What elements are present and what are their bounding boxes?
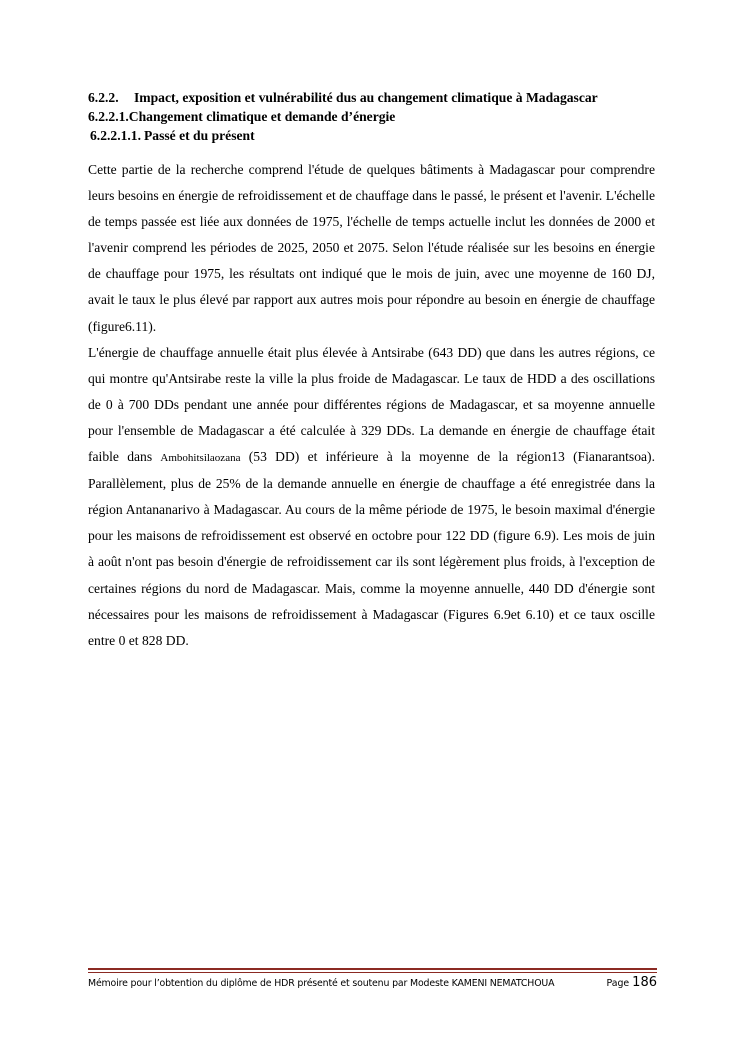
- paragraph-1: Cette partie de la recherche comprend l'étude de quelques bâtiments à Madagascar pour comprendre leurs besoins en énergie de refroidissement et de chauffage dans le passé, le présent et l'avenir. L'échelle de temps passée est liée aux données de 1975, l'échelle de temps actuelle inclut les données de 2000 et l'avenir comprend les périodes de 2025, 2050 et 2075. Selon l'étude réalisée sur les besoins en énergie de chauffage pour 1975, les résultats ont indiqué que le mois de juin, avec une moyenne de 160 DJ, avait le taux le plus élevé par rapport aux autres mois pour répondre au besoin en énergie de chauffage (figure6.11).: [88, 162, 655, 334]
- section-heading-6-2-2: [88, 89, 598, 107]
- paragraph-2: [88, 340, 655, 654]
- page-footer: [88, 975, 657, 990]
- page-number: 186: [632, 975, 657, 990]
- section-heading-6-2-2-1: [88, 108, 395, 126]
- section-title: Changement climatique et demande d’énergie: [128, 109, 396, 124]
- section-number: 6.2.2.: [88, 90, 119, 105]
- page-number-block: [606, 975, 657, 990]
- footer-rule-thin: [88, 972, 657, 973]
- section-number: 6.2.2.1.1.: [90, 128, 141, 143]
- footer-text: Mémoire pour l’obtention du diplôme de HDR présenté et soutenu par Modeste KAMENI NEMATCHOUA: [88, 978, 555, 989]
- footer-rule-thick: [88, 968, 657, 970]
- place-name-small: Ambohitsilaozana: [160, 452, 241, 465]
- section-title: Impact, exposition et vulnérabilité dus au changement climatique à Madagascar: [134, 90, 598, 105]
- section-heading-6-2-2-1-1: [90, 127, 255, 145]
- section-title: Passé et du présent: [143, 128, 255, 143]
- page-label: Page: [606, 978, 630, 989]
- paragraph-2-part-b: (53 DD) et inférieure à la moyenne de la région13 (Fianarantsoa). Parallèlement, plus de 25% de la demande annuelle en énergie de chauffage a été enregistrée dans la région Antananarivo à Madagascar. Au cours de la même période de 1975, le besoin maximal d'énergie pour les maisons de refroidissement est observé en octobre pour 122 DD (figure 6.9). Les mois de juin à août n'ont pas besoin d'énergie de refroidissement car ils sont légèrement plus froids, à l'exception de certaines régions du nord de Madagascar. Mais, comme la moyenne annuelle, 440 DD d'énergie sont nécessaires pour les maisons de refroidissement à Madagascar (Figures 6.9et 6.10) et ce taux oscille entre 0 et 828 DD.: [88, 449, 655, 648]
- section-number: 6.2.2.1.: [88, 109, 129, 124]
- paragraph-2-part-a: L'énergie de chauffage annuelle était plus élevée à Antsirabe (643 DD) que dans les autres régions, ce qui montre qu'Antsirabe reste la ville la plus froide de Madagascar. Le taux de HDD a des oscillations de 0 à 700 DDs pendant une année pour différentes régions de Madagascar, et sa moyenne annuelle pour l'ensemble de Madagascar a été calculée à 329 DDs. La demande en énergie de chauffage était faible dans: [88, 344, 655, 465]
- body-text: [88, 157, 655, 654]
